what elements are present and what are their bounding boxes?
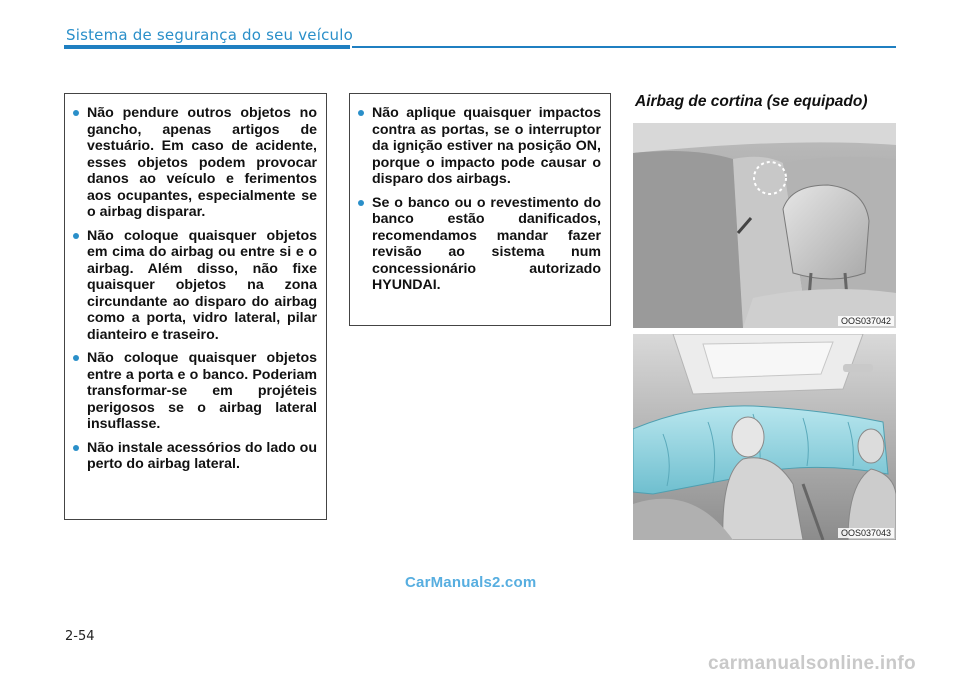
site-watermark: CarManuals2.com [405,574,537,591]
list-item-text: Não coloque quaisquer objetos em cima do airbag ou entre si e o airbag. Além disso, não fixe quaisquer objetos na zona circundante ao disparo do airbag como a porta, vidro lateral, pilar dianteiro e traseiro. [87,227,317,343]
warning-box-left [64,93,327,520]
list-item [73,350,317,433]
warning-list-left [73,105,317,473]
list-item-text: Não instale acessórios do lado ou perto do airbag lateral. [87,439,317,472]
list-item [73,440,317,473]
figure-curtain-airbag-deployed [633,334,896,540]
figure-curtain-airbag-location [633,123,896,328]
bullet-dot-icon [358,200,364,206]
list-item-text: Não coloque quaisquer objetos entre a porta e o banco. Poderiam transformar-se em projéteis perigosos se o airbag lateral insuflasse. [87,350,317,432]
footer-watermark: carmanualsonline.info [708,653,916,674]
deployed-airbag-illustration [633,334,896,540]
figure-code: OOS037043 [838,528,894,538]
bullet-dot-icon [358,110,364,116]
page-number: 2-54 [65,629,95,644]
bullet-dot-icon [73,445,79,451]
header-rule-thin [352,46,896,48]
bullet-dot-icon [73,110,79,116]
section-heading-curtain-airbag: Airbag de cortina (se equipado) [635,93,868,110]
warning-box-middle [349,93,611,326]
bullet-dot-icon [73,355,79,361]
bullet-dot-icon [73,233,79,239]
figure-code: OOS037042 [838,316,894,326]
list-item [358,105,601,188]
list-item [358,195,601,294]
header-rule-thick [64,45,350,49]
section-header-title: Sistema de segurança do seu veículo [66,26,354,44]
interior-pillar-illustration [633,123,896,328]
list-item [73,228,317,344]
list-item-text: Se o banco ou o revestimento do banco estão danificados, recomendamos mandar fazer revisão ao sistema num concessionário autorizado HYUNDAI. [372,194,601,293]
list-item-text: Não aplique quaisquer impactos contra as portas, se o interruptor da ignição estiver na posição ON, porque o impacto pode causar o disparo dos airbags. [372,105,601,187]
list-item-text: Não pendure outros objetos no gancho, apenas artigos de vestuário. Em caso de acidente, esses objetos podem provocar danos ao veículo e ferimentos aos ocupantes, especialmente se o airbag disparar. [87,105,317,220]
warning-list-middle [358,105,601,294]
list-item [73,105,317,221]
